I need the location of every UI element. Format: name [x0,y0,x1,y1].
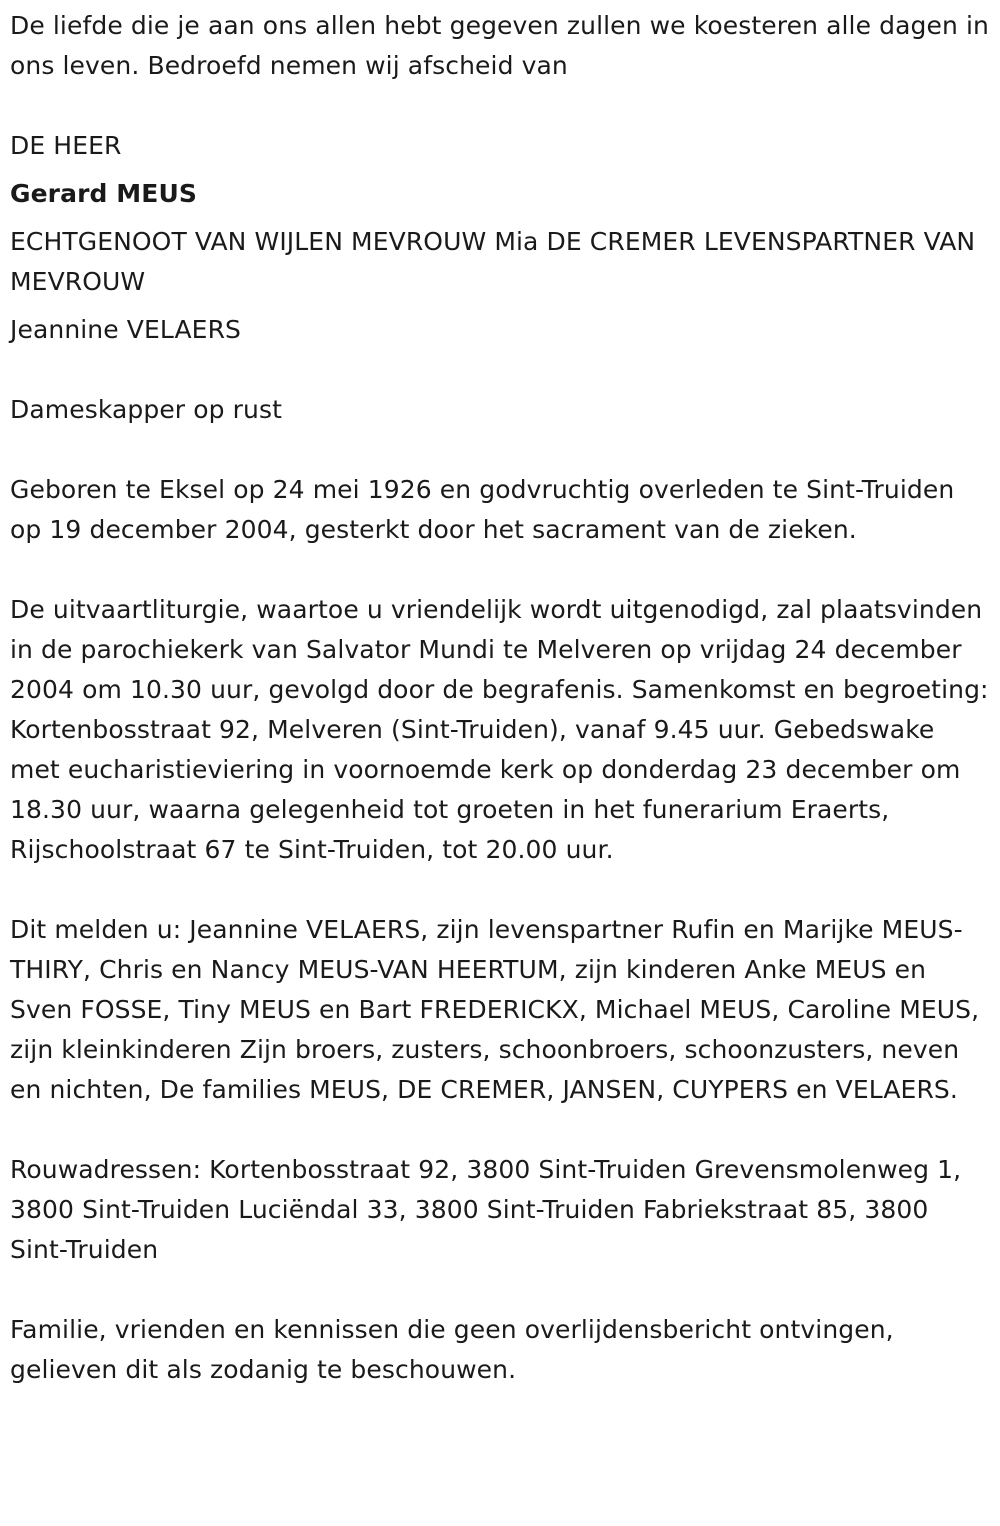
intro-text: De liefde die je aan ons allen hebt gegeven zullen we koesteren alle dagen in ons leven. Bedroefd nemen wij afscheid van [10,11,989,80]
honorific: DE HEER [10,131,122,160]
occupation-text: Dameskapper op rust [10,395,282,424]
closing-text: Familie, vrienden en kennissen die geen overlijdensbericht ontvingen, gelieven dit als zodanig te beschouwen. [10,1315,894,1384]
announcers-text: Dit melden u: Jeannine VELAERS, zijn levenspartner Rufin en Marijke MEUS-THIRY, Chris en Nancy MEUS-VAN HEERTUM, zijn kinderen Anke MEUS en Sven FOSSE, Tiny MEUS en Bart FREDERICKX, Michael MEUS, Caroline MEUS, zijn kleinkinderen Zijn broers, zusters, schoonbroers, schoonzusters, neven en nichten, De families MEUS, DE CREMER, JANSEN, CUYPERS en VELAERS. [10,915,980,1104]
birth-death-text: Geboren te Eksel op 24 mei 1926 en godvruchtig overleden te Sint-Truiden op 19 december 2004, gesterkt door het sacrament van de zieken. [10,475,955,544]
addresses-text: Rouwadressen: Kortenbosstraat 92, 3800 Sint-Truiden Grevensmolenweg 1, 3800 Sint-Truiden Luciëndal 33, 3800 Sint-Truiden Fabriekstraat 85, 3800 Sint-Truiden [10,1155,962,1264]
partner-name: Jeannine VELAERS [10,315,242,344]
deceased-name: Gerard MEUS [10,179,197,208]
funeral-text: De uitvaartliturgie, waartoe u vriendelijk wordt uitgenodigd, zal plaatsvinden in de parochiekerk van Salvator Mundi te Melveren op vrijdag 24 december 2004 om 10.30 uur, gevolgd door de begrafenis. Samenkomst en begroeting: Kortenbosstraat 92, Melveren (Sint-Truiden), vanaf 9.45 uur. Gebedswake met eucharistieviering in voornoemde kerk op donderdag 23 december om 18.30 uur, waarna gelegenheid tot groeten in het funerarium Eraerts, Rijschoolstraat 67 te Sint-Truiden, tot 20.00 uur. [10,595,989,864]
relation-text: ECHTGENOOT VAN WIJLEN MEVROUW Mia DE CREMER LEVENSPARTNER VAN MEVROUW [10,227,976,296]
